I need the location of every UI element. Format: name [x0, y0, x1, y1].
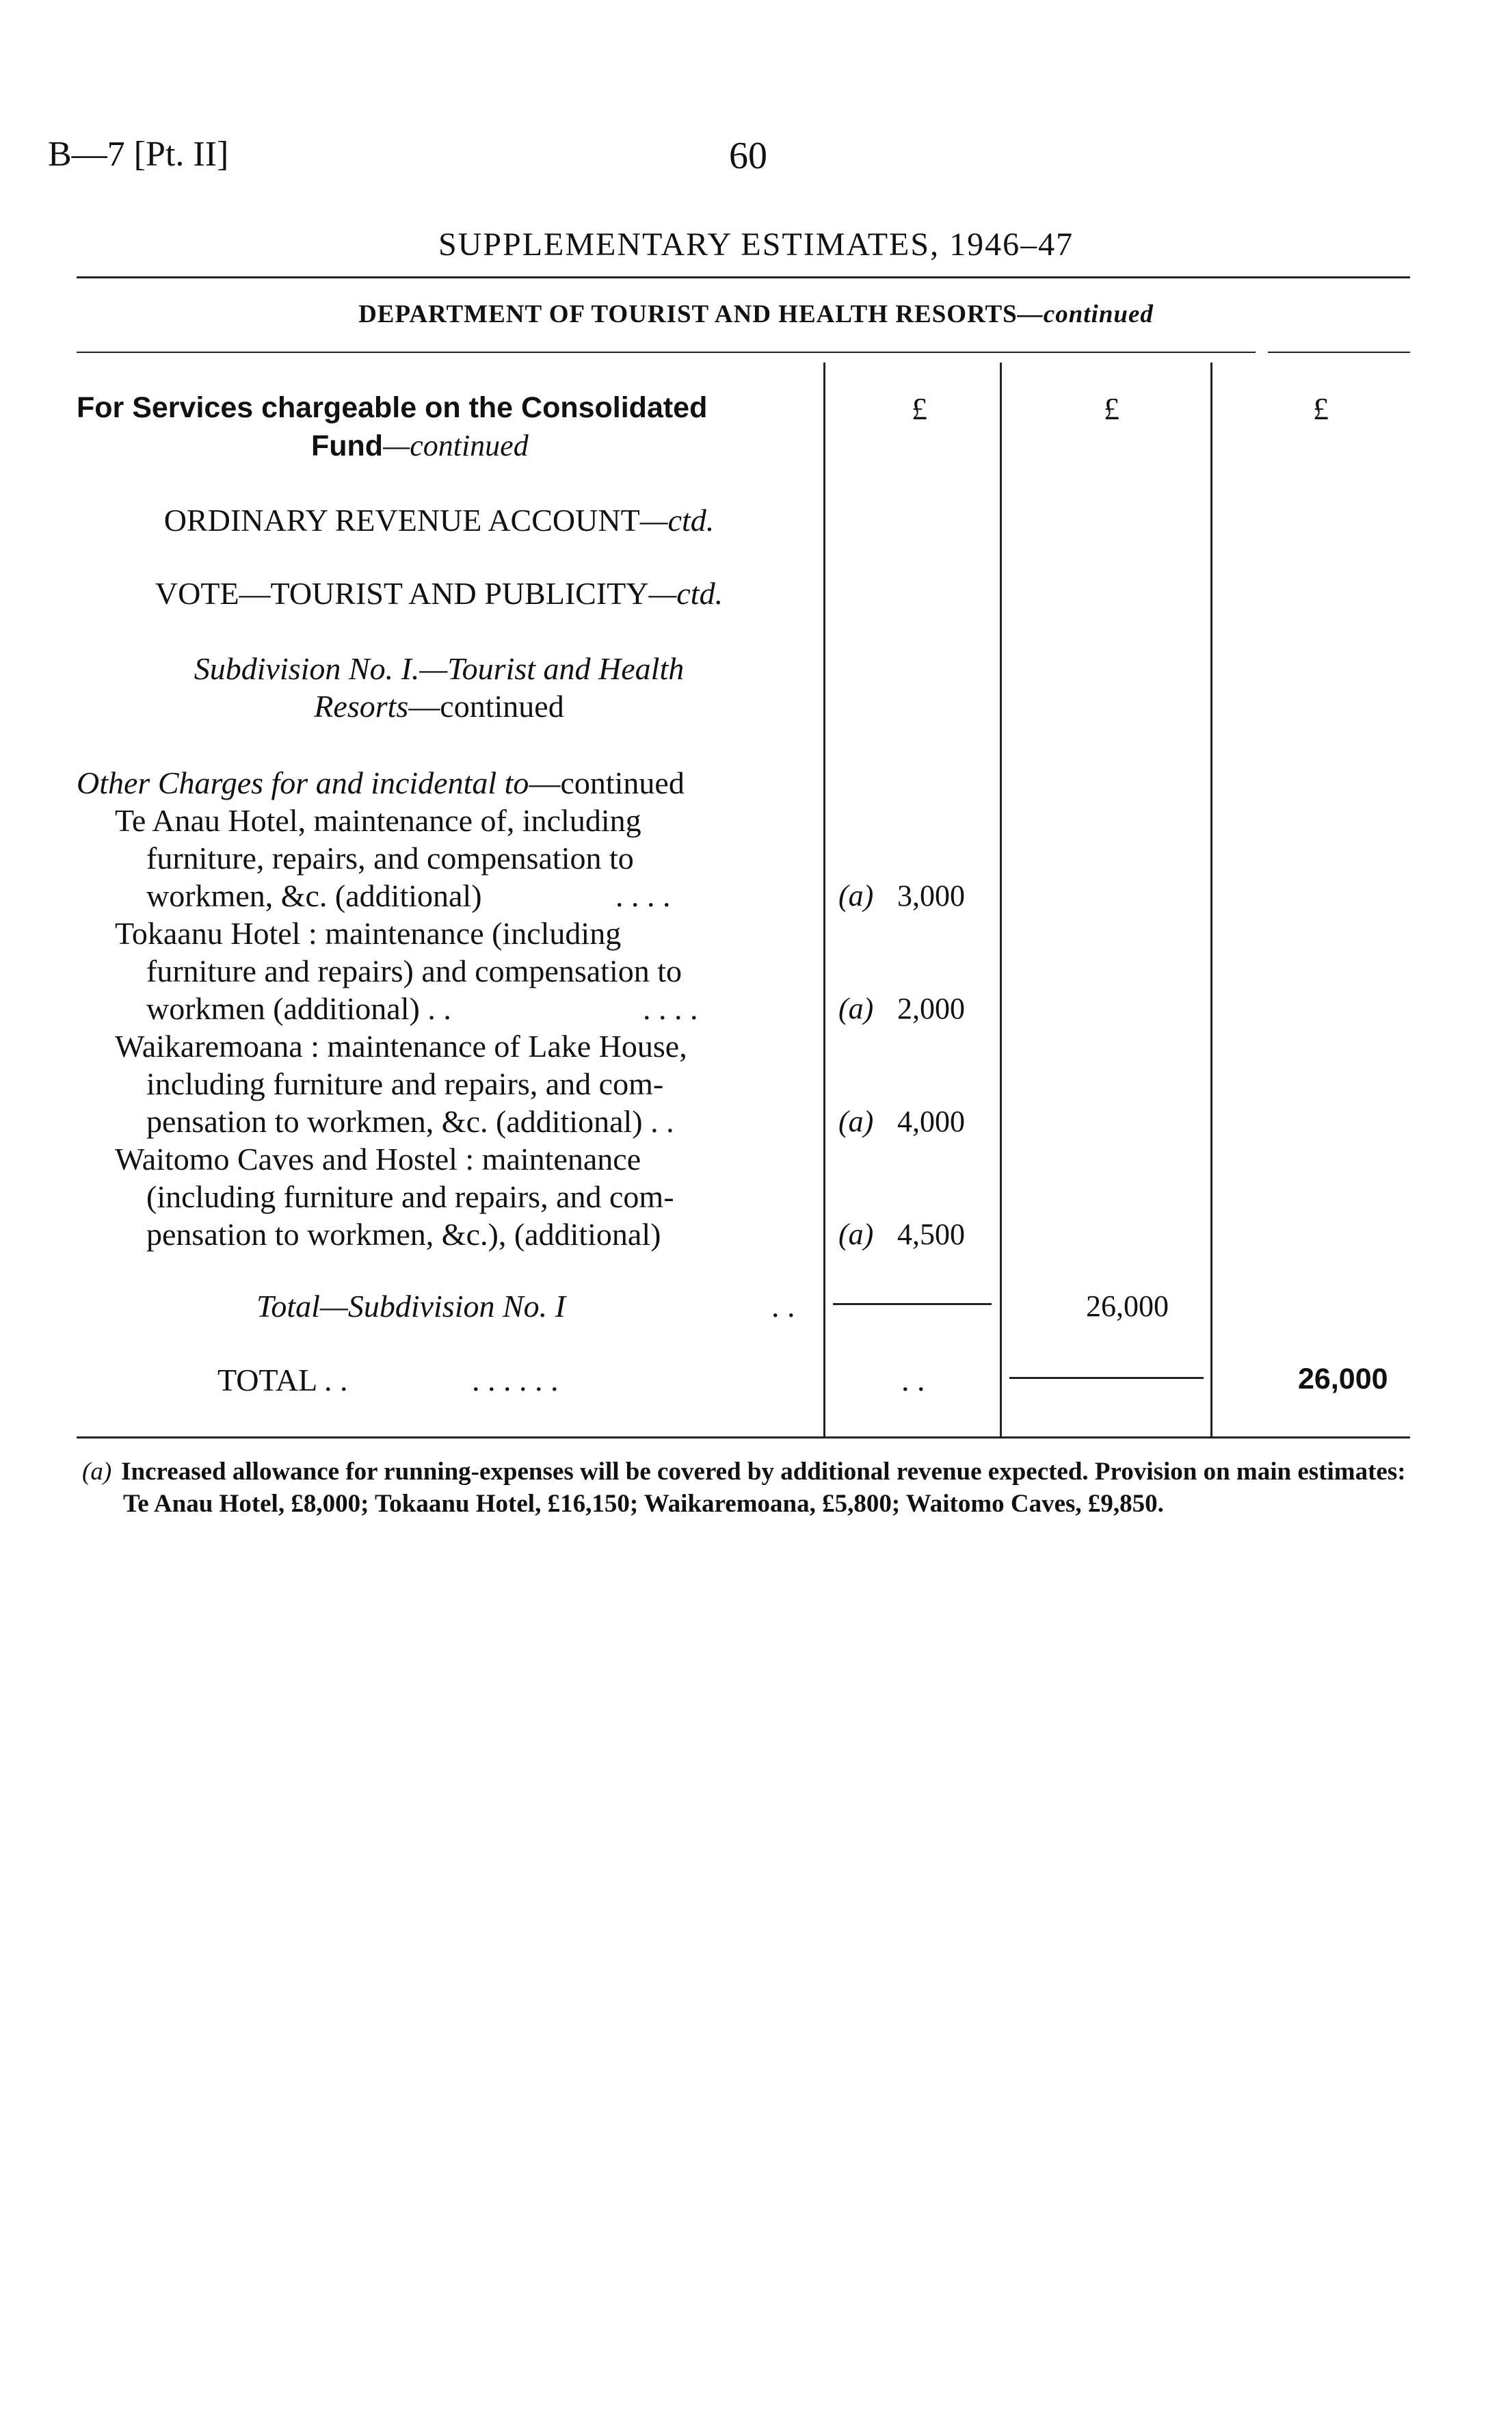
amount-value: 4,000 [897, 1105, 965, 1138]
list-item: including furniture and repairs, and com- [146, 1066, 664, 1101]
table-top-rule-right [1268, 352, 1410, 353]
list-item: pensation to workmen, &c.), (additional) [146, 1217, 661, 1252]
list-item: Waitomo Caves and Hostel : maintenance [115, 1142, 641, 1177]
table-bottom-rule [77, 1436, 1410, 1438]
amount-value: 3,000 [897, 879, 965, 912]
subtotal-rule [833, 1303, 992, 1305]
column-rule-2 [1000, 363, 1002, 1438]
column-rule-3 [1210, 363, 1212, 1438]
charges-heading: Other Charges for and incidental to—continued [77, 765, 685, 800]
footnote-text: Increased allowance for running-expenses will be covered by additional revenue expected. Provision on main estimates: Te Anau Hotel, £8,000; Tokaanu Hotel, £16,150; Waikaremoana, £5,800; Waitomo Caves, £9,850. [121, 1458, 1406, 1518]
subdivision-heading-line2: Resorts—continued [314, 689, 564, 724]
vote-heading: VOTE—TOURIST AND PUBLICITY—ctd. [155, 576, 724, 611]
list-item: furniture and repairs) and compensation to [146, 954, 682, 988]
footnote-ref: (a) [82, 1458, 112, 1486]
grand-total-amount: 26,000 [1298, 1363, 1388, 1395]
header-rule [77, 276, 1410, 278]
list-item: pensation to workmen, &c. (additional) . . [146, 1104, 674, 1139]
leader-dots: . . [771, 1289, 795, 1324]
leader-dots: . . . . [615, 878, 671, 913]
list-item: workmen (additional) . . [146, 991, 451, 1026]
grand-total-label: TOTAL . . [217, 1363, 348, 1397]
document-reference: B—7 [Pt. II] [48, 135, 229, 174]
list-item: Te Anau Hotel, maintenance of, including [115, 803, 641, 838]
list-item: workmen, &c. (additional) [146, 878, 482, 913]
subdivision-total-amount: 26,000 [1086, 1289, 1169, 1323]
subdivision-heading-line1: Subdivision No. I.—Tourist and Health [194, 651, 685, 686]
list-item: Tokaanu Hotel : maintenance (including [115, 916, 622, 951]
amount-note: (a) [838, 879, 874, 912]
list-item: Waikaremoana : maintenance of Lake House, [115, 1029, 687, 1064]
subdivision-total-label: Total—Subdivision No. I [256, 1289, 566, 1324]
amount-note: (a) [838, 1105, 874, 1138]
currency-header-col2: £ [1104, 391, 1119, 426]
department-heading: DEPARTMENT OF TOURIST AND HEALTH RESORTS—continued [358, 300, 1154, 328]
page-title: SUPPLEMENTARY ESTIMATES, 1946–47 [438, 226, 1074, 263]
page-number: 60 [729, 135, 767, 177]
leader-dots: . . [901, 1363, 925, 1397]
amount-note: (a) [838, 992, 874, 1025]
table-top-rule [77, 352, 1256, 353]
list-item: furniture, repairs, and compensation to [146, 841, 634, 876]
leader-dots: . . . . . . [472, 1363, 559, 1397]
amount-value: 4,500 [897, 1218, 965, 1251]
list-item: (including furniture and repairs, and com- [146, 1179, 674, 1214]
fund-heading-line1: For Services chargeable on the Consolidated [77, 391, 708, 424]
amount-note: (a) [838, 1218, 874, 1251]
currency-header-col1: £ [912, 391, 927, 426]
fund-heading-line2: Fund—continued [311, 429, 529, 462]
column-rule-1 [823, 363, 825, 1438]
account-heading: ORDINARY REVENUE ACCOUNT—ctd. [163, 503, 715, 538]
footnote [82, 1456, 1436, 1520]
total-rule [1009, 1377, 1204, 1379]
amount-value: 2,000 [897, 992, 965, 1025]
currency-header-col3: £ [1313, 391, 1329, 426]
leader-dots: . . . . [643, 991, 698, 1026]
